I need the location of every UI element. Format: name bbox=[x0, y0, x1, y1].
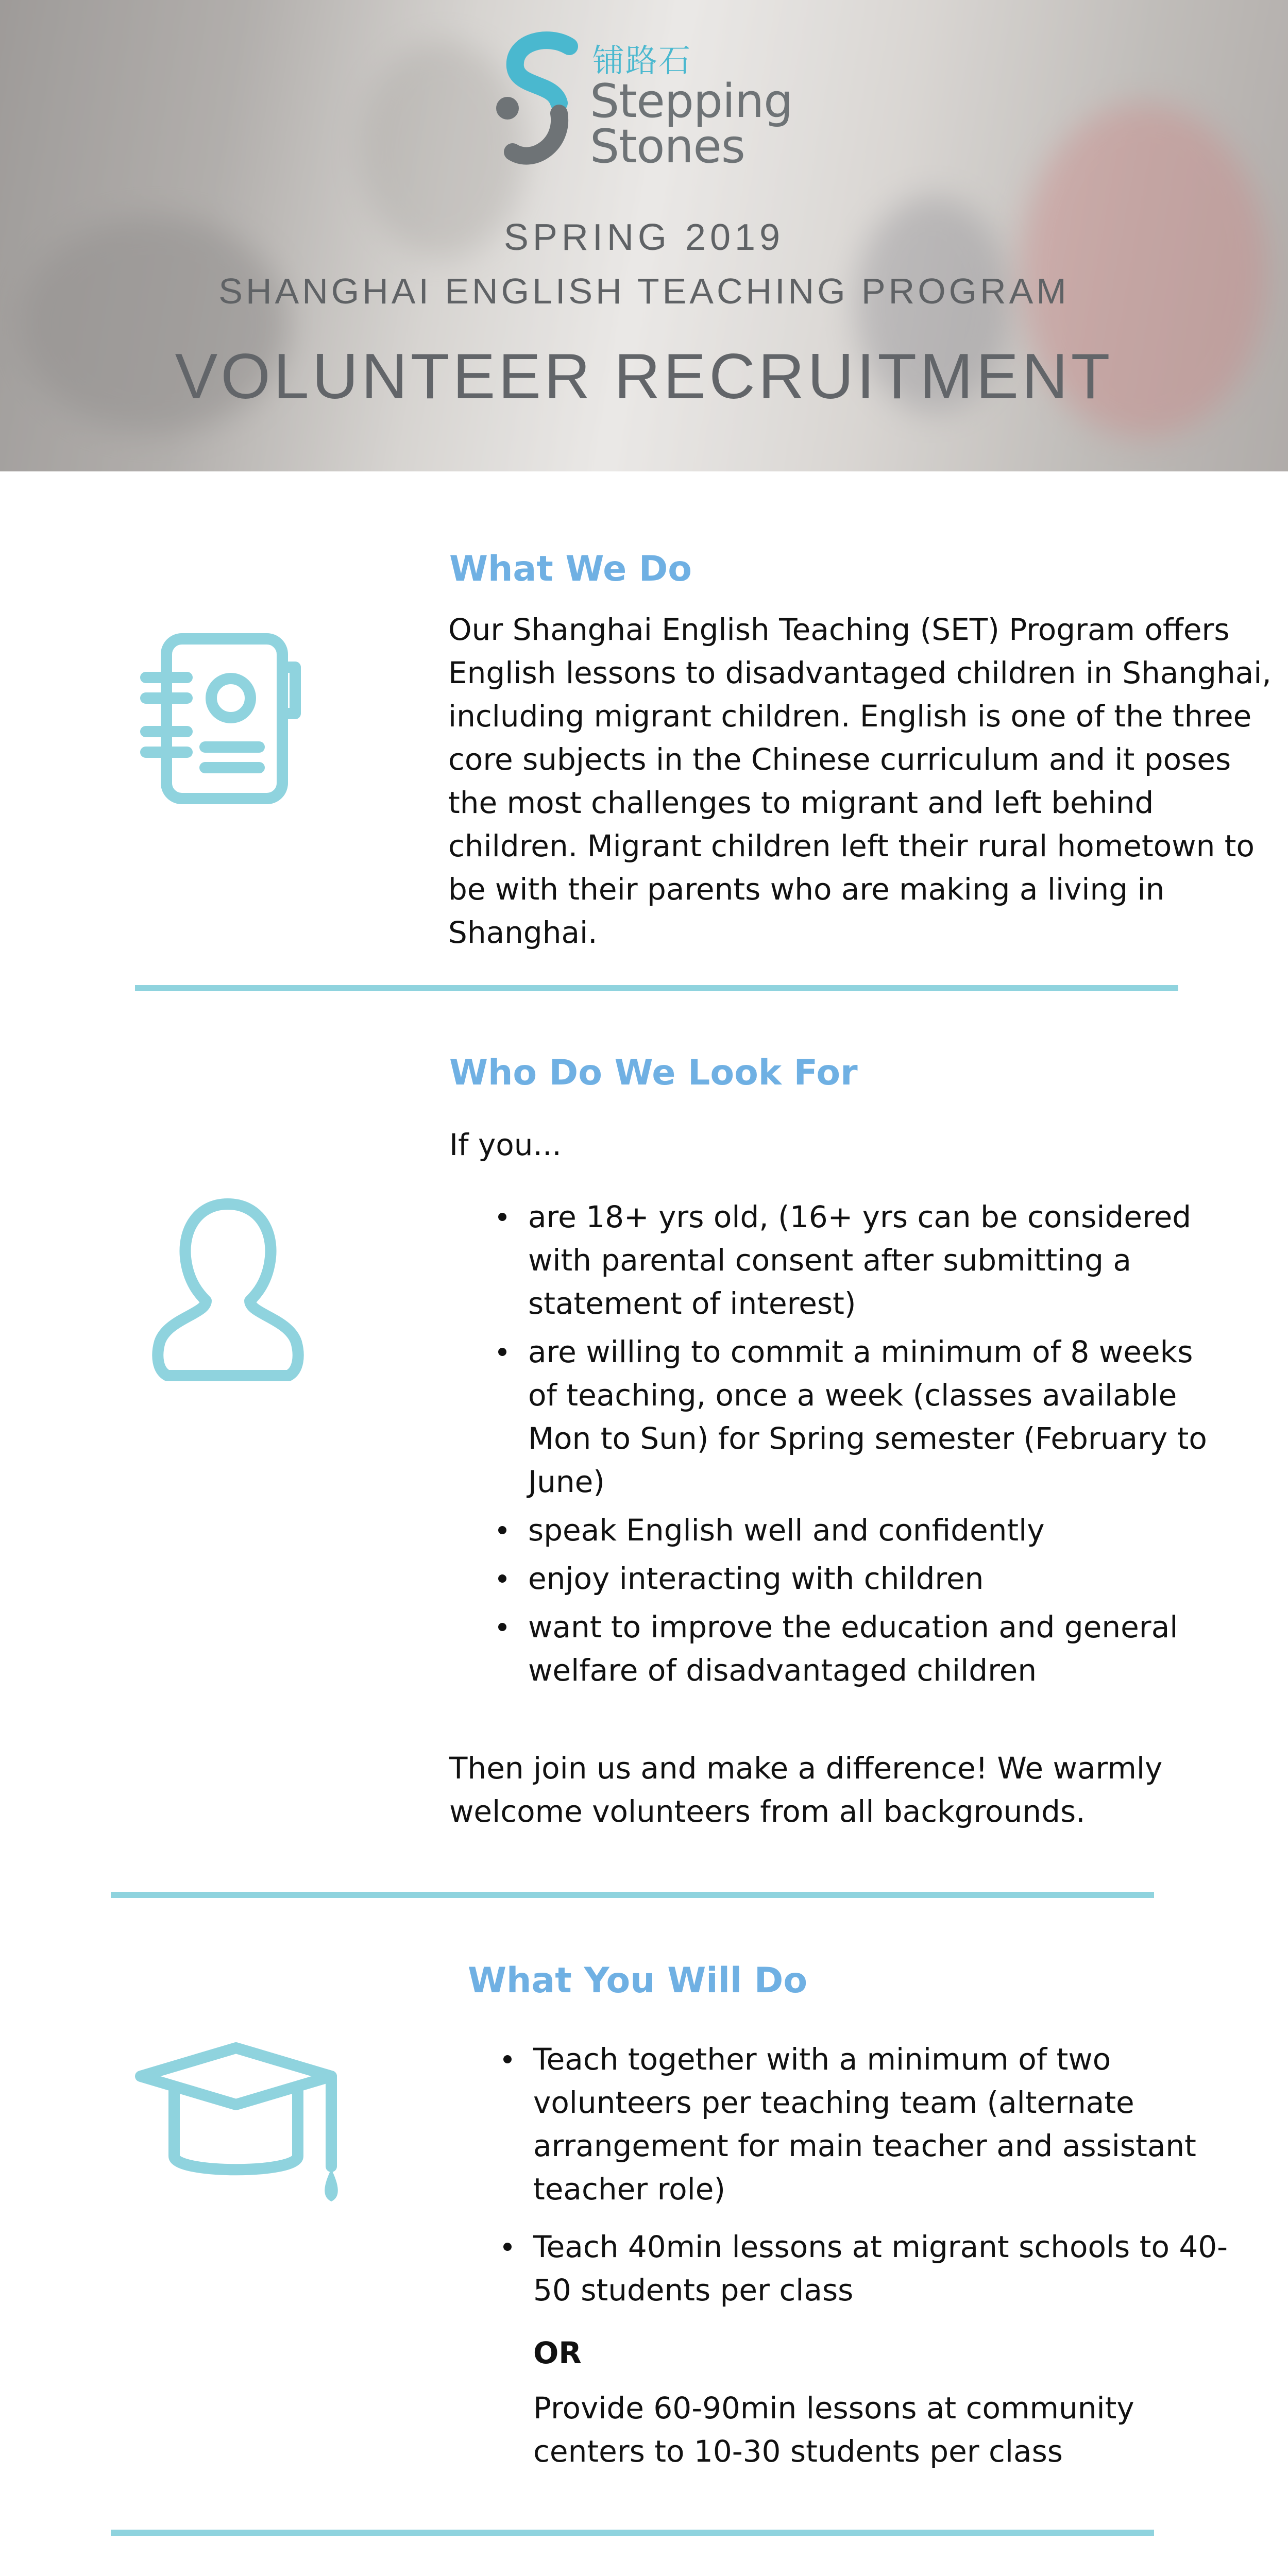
who-we-look-for-list bbox=[528, 1195, 1207, 1692]
what-we-do-text-line: the most challenges to migrant and left behind bbox=[448, 785, 1154, 820]
closing-text-line: welcome volunteers from all backgrounds. bbox=[449, 1794, 1086, 1829]
logo-mark-icon bbox=[492, 31, 595, 180]
divider-3 bbox=[111, 2530, 1154, 2536]
season-label: SPRING 2019 bbox=[503, 217, 785, 258]
stepping-stones-logo bbox=[492, 31, 811, 185]
list-item-line: welfare of disadvantaged children bbox=[528, 1653, 1037, 1688]
what-you-will-do-list bbox=[533, 2038, 1228, 2312]
what-we-do-text bbox=[448, 608, 1272, 954]
list-item-line: enjoy interacting with children bbox=[528, 1561, 984, 1596]
logo-text-line1: Stepping bbox=[590, 74, 793, 128]
list-item-line: Mon to Sun) for Spring semester (February to bbox=[528, 1421, 1207, 1456]
or-label: OR bbox=[533, 2335, 582, 2370]
who-we-look-for-intro: If you... bbox=[449, 1127, 562, 1162]
what-you-will-do-title: What You Will Do bbox=[468, 1960, 808, 2001]
what-we-do-text-line: children. Migrant children left their rural hometown to bbox=[448, 828, 1255, 863]
what-we-do-text-line: including migrant children. English is one of the three bbox=[448, 699, 1252, 734]
list-item bbox=[528, 1509, 1207, 1552]
list-item-line: 50 students per class bbox=[533, 2273, 854, 2308]
list-item bbox=[533, 2225, 1228, 2312]
program-name: SHANGHAI ENGLISH TEACHING PROGRAM bbox=[218, 271, 1070, 311]
list-item bbox=[528, 1330, 1207, 1503]
list-item-line: Teach together with a minimum of two bbox=[533, 2042, 1111, 2077]
list-item-line: arrangement for main teacher and assistant bbox=[533, 2128, 1196, 2163]
page-headline: VOLUNTEER RECRUITMENT bbox=[175, 341, 1113, 412]
list-item-line: statement of interest) bbox=[528, 1286, 856, 1321]
list-item bbox=[528, 1605, 1207, 1692]
what-you-will-do-alternative bbox=[533, 2386, 1134, 2473]
list-item-line: speak English well and confidently bbox=[528, 1513, 1045, 1548]
closing-text-line: Then join us and make a difference! We warmly bbox=[449, 1751, 1163, 1786]
who-we-look-for-title: Who Do We Look For bbox=[449, 1053, 858, 1093]
logo-text-line2: Stones bbox=[590, 120, 745, 174]
list-item bbox=[528, 1195, 1207, 1325]
list-item-line: are 18+ yrs old, (16+ yrs can be considered bbox=[528, 1199, 1192, 1234]
what-we-do-text-line: English lessons to disadvantaged children in Shanghai, bbox=[448, 655, 1272, 690]
who-we-look-for-closing bbox=[449, 1747, 1162, 1833]
list-item-line: are willing to commit a minimum of 8 weeks bbox=[528, 1334, 1193, 1369]
what-we-do-text-line: Our Shanghai English Teaching (SET) Program offers bbox=[448, 612, 1230, 647]
what-we-do-text-line: be with their parents who are making a living in bbox=[448, 872, 1165, 907]
list-item-line: Teach 40min lessons at migrant schools to 40- bbox=[533, 2229, 1228, 2264]
alternative-text-line: Provide 60-90min lessons at community bbox=[533, 2391, 1134, 2426]
person-icon bbox=[147, 1193, 309, 1388]
graduation-cap-icon bbox=[133, 2038, 339, 2228]
list-item-line: volunteers per teaching team (alternate bbox=[533, 2085, 1134, 2120]
header-banner bbox=[0, 0, 1288, 471]
what-we-do-text-line: Shanghai. bbox=[448, 915, 598, 950]
list-item-line: June) bbox=[528, 1464, 605, 1499]
list-item-line: of teaching, once a week (classes available bbox=[528, 1378, 1177, 1413]
list-item bbox=[528, 1557, 1207, 1600]
list-item-line: with parental consent after submitting a bbox=[528, 1243, 1131, 1278]
divider-1 bbox=[135, 985, 1178, 991]
list-item-line: teacher role) bbox=[533, 2172, 726, 2207]
notebook-contact-icon bbox=[138, 631, 308, 806]
alternative-text-line: centers to 10-30 students per class bbox=[533, 2434, 1063, 2469]
what-we-do-title: What We Do bbox=[449, 549, 692, 589]
divider-2 bbox=[111, 1892, 1154, 1898]
list-item-line: want to improve the education and general bbox=[528, 1609, 1178, 1645]
list-item bbox=[533, 2038, 1228, 2211]
logo-chinese-text: 铺路石 bbox=[592, 42, 692, 79]
what-we-do-text-line: core subjects in the Chinese curriculum and it poses bbox=[448, 742, 1231, 777]
